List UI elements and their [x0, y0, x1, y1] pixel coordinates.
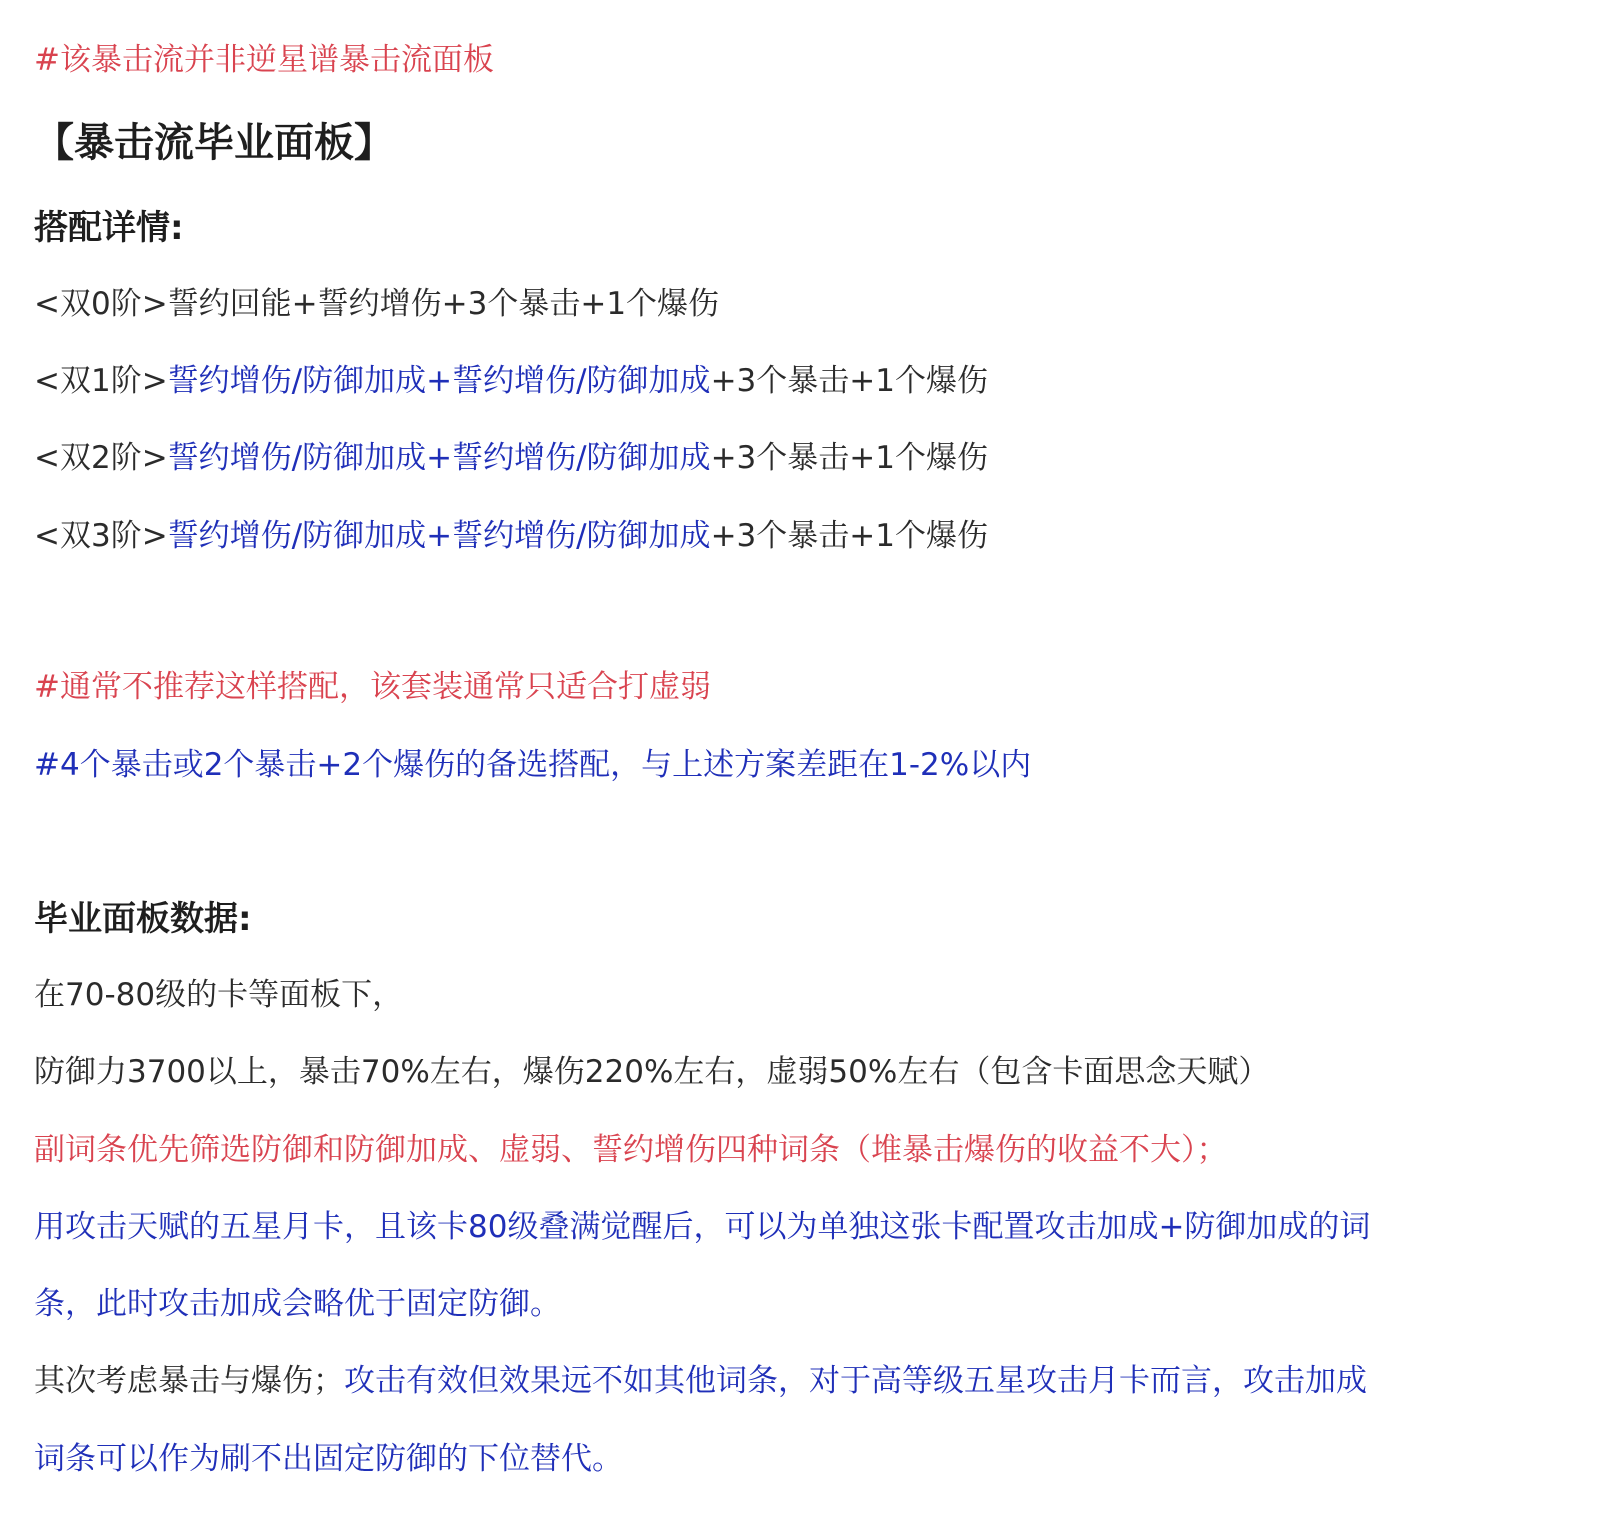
secondary-priority-dark: 其次考虑暴击与爆伤；: [34, 1363, 344, 1399]
tier-rest: +3个暴击+1个爆伤: [710, 440, 988, 476]
note-not-nixingpu: #该暴击流并非逆星谱暴击流面板: [34, 42, 494, 78]
secondary-priority-line1: [34, 1361, 1367, 1401]
tier-row-1: [34, 361, 988, 401]
tier-highlight: 誓约增伤/防御加成+誓约增伤/防御加成: [167, 363, 711, 399]
substat-priority: 副词条优先筛选防御和防御加成、虚弱、誓约增伤四种词条（堆暴击爆伤的收益不大）；: [34, 1132, 1228, 1168]
tier-label: <双3阶>: [34, 518, 168, 554]
note-not-recommended: #通常不推荐这样搭配，该套装通常只适合打虚弱: [34, 669, 711, 705]
attack-card-note-line2: 条，此时攻击加成会略优于固定防御。: [34, 1286, 561, 1322]
secondary-priority-line2: 词条可以作为刷不出固定防御的下位替代。: [34, 1441, 623, 1477]
note-alternative-build: #4个暴击或2个暴击+2个爆伤的备选搭配，与上述方案差距在1-2%以内: [34, 747, 1032, 783]
secondary-priority-blue: 攻击有效但效果远不如其他词条，对于高等级五星攻击月卡而言，攻击加成: [344, 1363, 1367, 1399]
tier-row-3: [34, 516, 988, 556]
section-heading-match: 搭配详情:: [34, 208, 184, 248]
tier-rest: +3个暴击+1个爆伤: [710, 518, 988, 554]
section-heading-stats: 毕业面板数据:: [34, 899, 252, 939]
tier-highlight: 誓约增伤/防御加成+誓约增伤/防御加成: [167, 440, 711, 476]
tier-highlight: 誓约增伤/防御加成+誓约增伤/防御加成: [167, 518, 711, 554]
tier-label: <双1阶>: [34, 363, 168, 399]
tier-rest: 誓约回能+誓约增伤+3个暴击+1个爆伤: [167, 286, 720, 322]
tier-label: <双0阶>: [34, 286, 168, 322]
stats-target-values: 防御力3700以上，暴击70%左右，爆伤220%左右，虚弱50%左右（包含卡面思念天赋）: [34, 1054, 1270, 1090]
stats-level-note: 在70-80级的卡等面板下，: [34, 977, 404, 1013]
tier-row-0: [34, 284, 719, 324]
attack-card-note-line1: 用攻击天赋的五星月卡，且该卡80级叠满觉醒后，可以为单独这张卡配置攻击加成+防御加成的词: [34, 1209, 1371, 1245]
tier-label: <双2阶>: [34, 440, 168, 476]
tier-rest: +3个暴击+1个爆伤: [710, 363, 988, 399]
tier-row-2: [34, 438, 988, 478]
page-title: 【暴击流毕业面板】: [34, 120, 394, 166]
